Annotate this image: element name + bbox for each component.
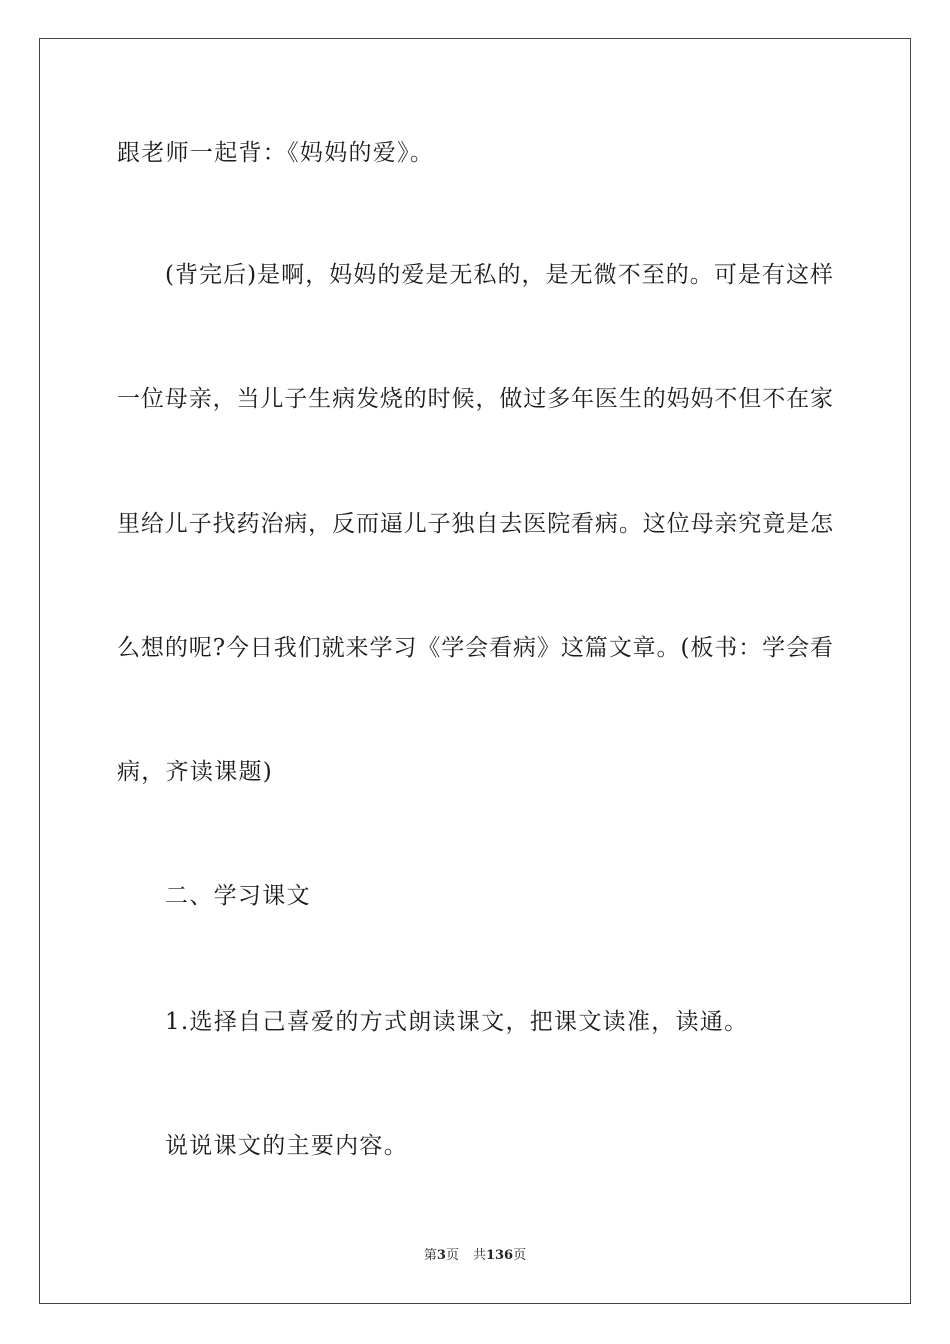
paragraph-line-8: 1.选择自己喜爱的方式朗读课文，把课文读准，读通。 (165, 1009, 749, 1035)
footer-total-number: 136 (485, 1248, 514, 1263)
paragraph-line-2: (背完后)是啊，妈妈的爱是无私的，是无微不至的。可是有这样 (165, 262, 833, 288)
paragraph-line-9: 说说课文的主要内容。 (165, 1133, 408, 1159)
page-footer (0, 1247, 950, 1265)
paragraph-line-4: 里给儿子找药治病，反而逼儿子独自去医院看病。这位母亲究竟是怎 (117, 511, 833, 537)
footer-total-suffix: 页 (513, 1248, 527, 1263)
footer-page-suffix: 页 (445, 1248, 459, 1263)
paragraph-line-1: 跟老师一起背：《妈妈的爱》。 (117, 140, 435, 166)
paragraph-line-5: 么想的呢?今日我们就来学习《学会看病》这篇文章。(板书：学会看 (117, 635, 833, 661)
section-heading: 二、学习课文 (165, 883, 311, 909)
footer-page-prefix: 第 (423, 1248, 437, 1263)
paragraph-line-3: 一位母亲，当儿子生病发烧的时候，做过多年医生的妈妈不但不在家 (117, 386, 833, 412)
footer-total-prefix: 共 (472, 1248, 486, 1263)
paragraph-line-6: 病，齐读课题) (117, 759, 274, 785)
footer-page-number: 3 (436, 1248, 446, 1263)
page-border (39, 38, 911, 1304)
